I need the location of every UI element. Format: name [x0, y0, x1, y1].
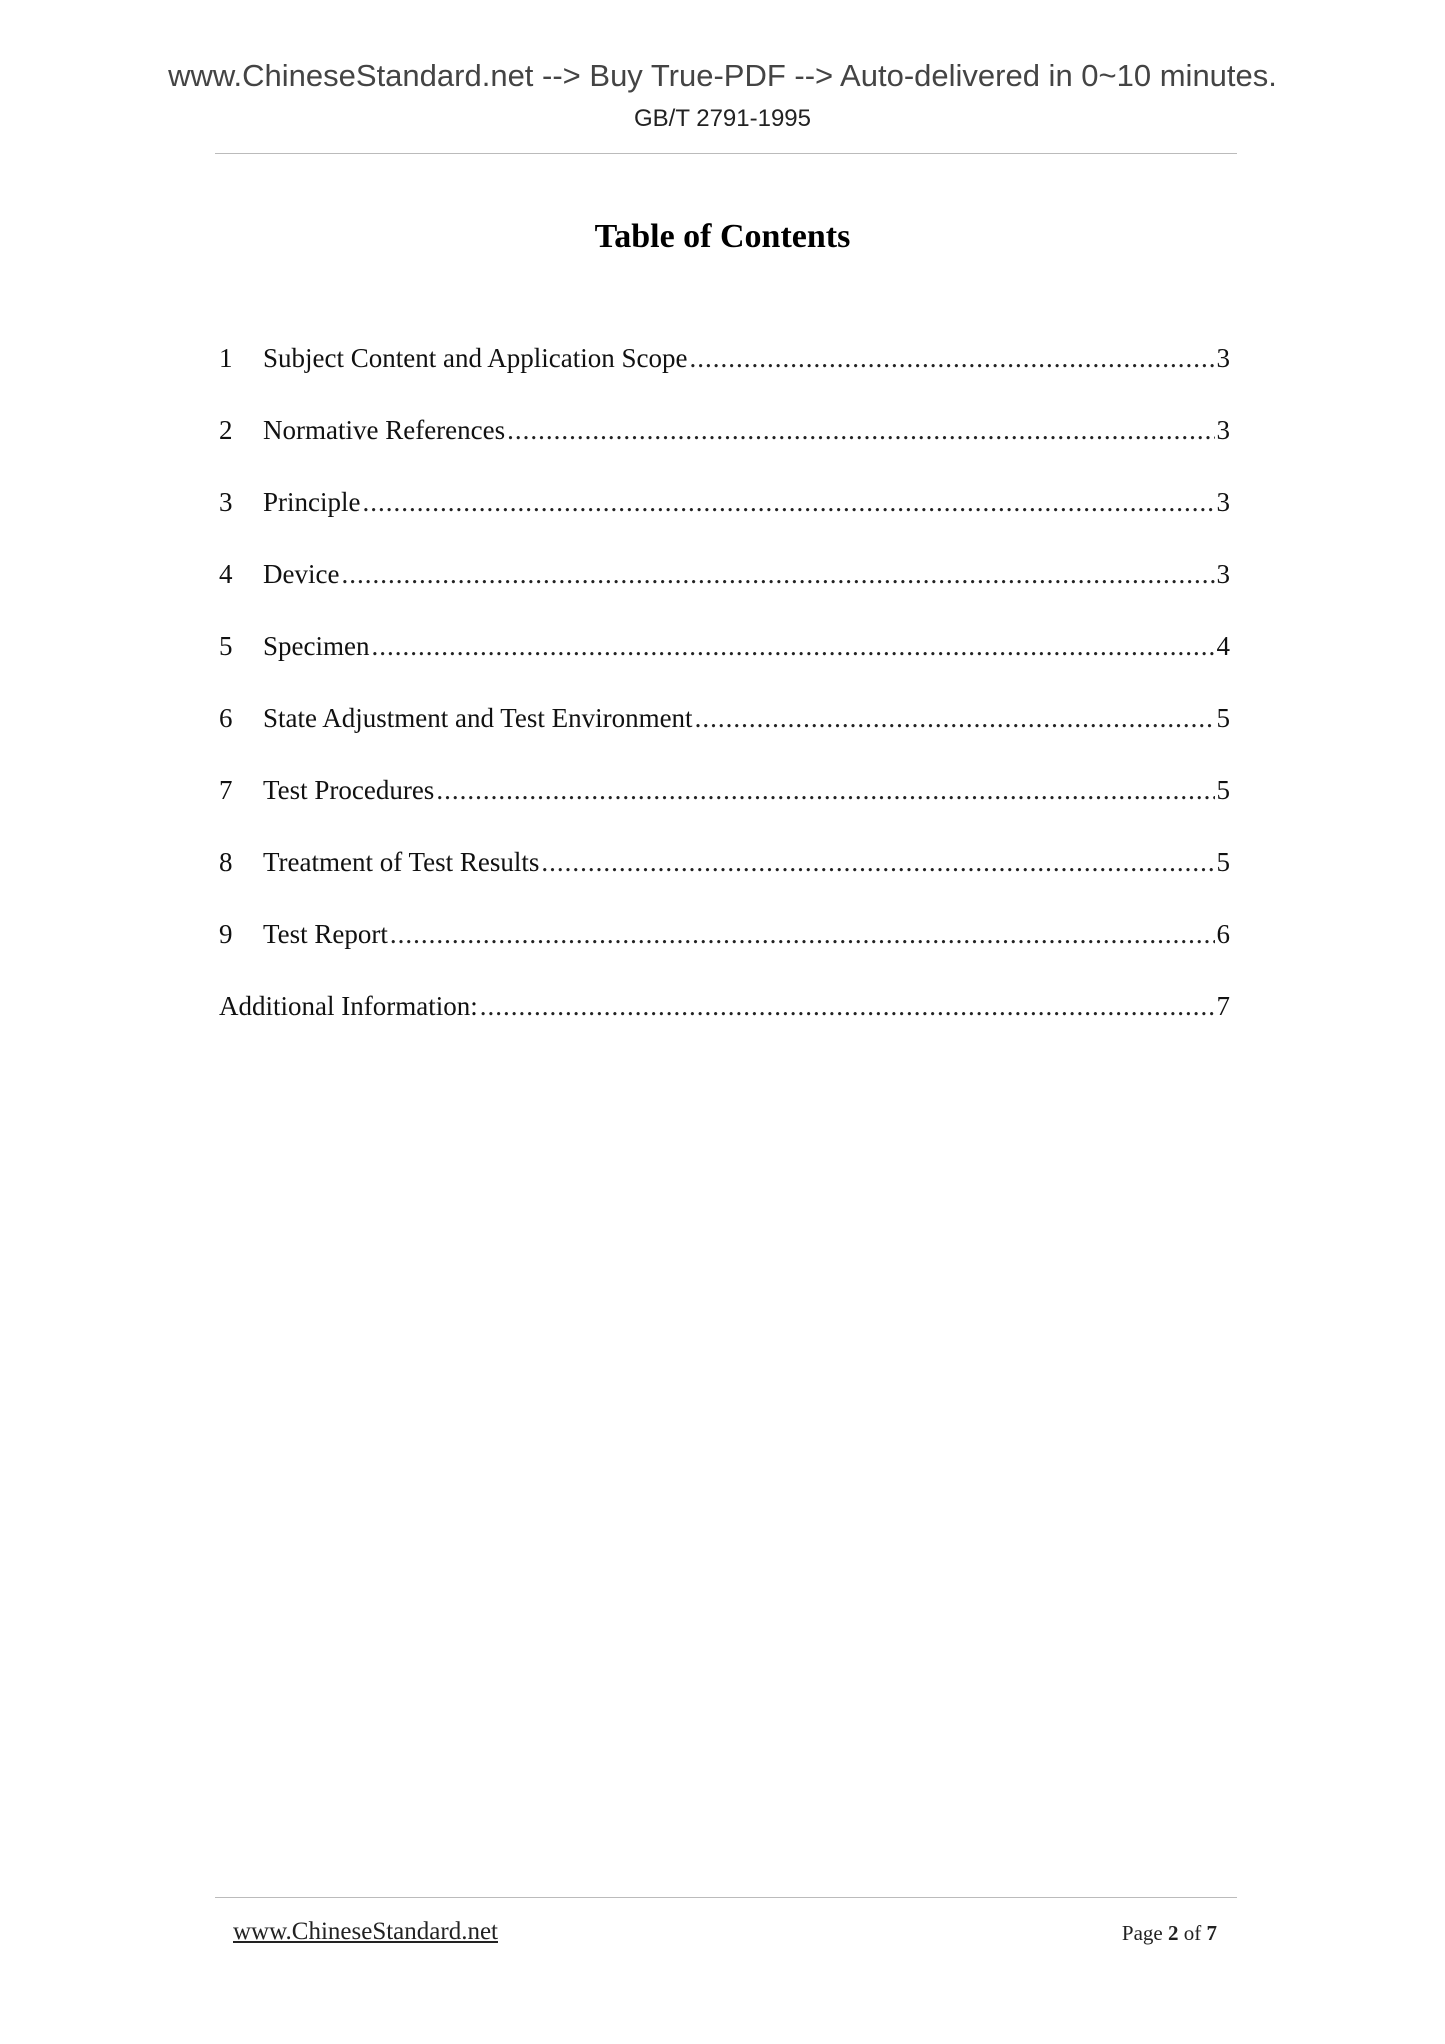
toc-dot-leader — [390, 914, 1215, 954]
toc-entry-label: Subject Content and Application Scope — [263, 343, 688, 373]
toc-entry-label: Device — [263, 559, 340, 589]
toc-entry-label: Normative References — [263, 415, 506, 445]
toc-dot-leader — [507, 410, 1214, 450]
toc-entry-5[interactable] — [219, 626, 1230, 698]
current-page: 2 — [1168, 1921, 1179, 1945]
toc-entry-page: 3 — [1216, 343, 1230, 373]
toc-entry-number: 9 — [219, 919, 233, 949]
toc-entry-label: Treatment of Test Results — [263, 847, 540, 877]
toc-dot-leader — [436, 770, 1214, 810]
toc-dot-leader — [341, 554, 1214, 594]
toc-entry-page: 6 — [1216, 919, 1230, 949]
footer-divider — [215, 1897, 1237, 1898]
page-number — [1122, 1921, 1217, 1946]
toc-entry-label: Test Procedures — [263, 775, 435, 805]
toc-entry-8[interactable] — [219, 842, 1230, 914]
toc-entry-4[interactable] — [219, 554, 1230, 626]
toc-title: Table of Contents — [594, 218, 851, 255]
toc-entry-page: 4 — [1216, 631, 1230, 661]
toc-entry-label: Specimen — [263, 631, 370, 661]
toc-entry-label: Test Report — [263, 919, 388, 949]
toc-entry-page: 3 — [1216, 559, 1230, 589]
toc-dot-leader — [480, 986, 1215, 1026]
toc-entry-label: State Adjustment and Test Environment — [263, 703, 693, 733]
toc-entry-number: 2 — [219, 415, 233, 445]
toc-dot-leader — [541, 842, 1214, 882]
toc-entry-number: 8 — [219, 847, 233, 877]
toc-entry-number: 4 — [219, 559, 233, 589]
toc-entry-label: Principle — [263, 487, 361, 517]
page-of-label: of — [1183, 1921, 1202, 1945]
toc-dot-leader — [689, 338, 1214, 378]
table-of-contents — [219, 338, 1230, 1058]
header-banner: www.ChineseStandard.net --> Buy True-PDF --> Auto-delivered in 0~10 minutes. — [168, 58, 1277, 93]
toc-entry-number: 3 — [219, 487, 233, 517]
toc-entry-page: 5 — [1216, 847, 1230, 877]
total-pages: 7 — [1206, 1921, 1217, 1945]
toc-entry-label: Additional Information: — [219, 991, 478, 1021]
toc-entry-page: 5 — [1216, 703, 1230, 733]
footer-website-link[interactable]: www.ChineseStandard.net — [233, 1918, 498, 1945]
toc-entry-1[interactable] — [219, 338, 1230, 410]
toc-entry-additional-information[interactable] — [219, 986, 1230, 1058]
toc-entry-7[interactable] — [219, 770, 1230, 842]
toc-entry-2[interactable] — [219, 410, 1230, 482]
toc-dot-leader — [371, 626, 1214, 666]
toc-entry-3[interactable] — [219, 482, 1230, 554]
toc-entry-6[interactable] — [219, 698, 1230, 770]
toc-entry-number: 7 — [219, 775, 233, 805]
toc-entry-page: 3 — [1216, 487, 1230, 517]
header-divider — [215, 153, 1237, 154]
standard-code: GB/T 2791-1995 — [633, 105, 811, 132]
toc-entry-9[interactable] — [219, 914, 1230, 986]
toc-entry-number: 1 — [219, 343, 233, 373]
toc-dot-leader — [362, 482, 1214, 522]
toc-entry-number: 5 — [219, 631, 233, 661]
toc-entry-page: 3 — [1216, 415, 1230, 445]
toc-entry-page: 7 — [1216, 991, 1230, 1021]
toc-entry-number: 6 — [219, 703, 233, 733]
toc-entry-page: 5 — [1216, 775, 1230, 805]
page-label: Page — [1121, 1921, 1163, 1945]
toc-dot-leader — [695, 698, 1215, 738]
